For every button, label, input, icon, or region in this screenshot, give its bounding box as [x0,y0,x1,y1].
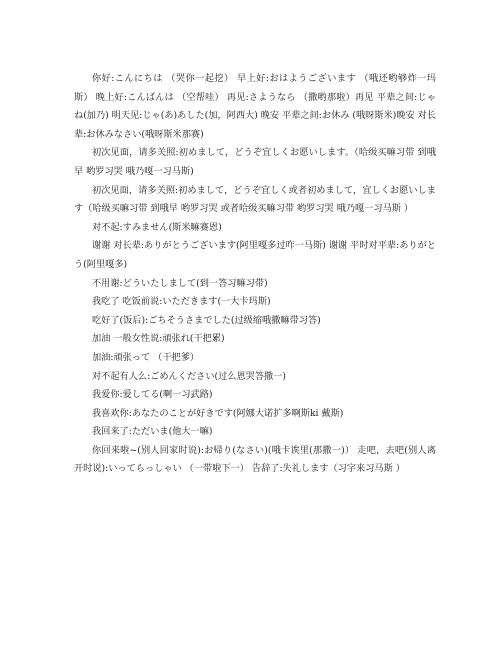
paragraph-welcome-back: 你回来啦~(别人回家时说):お帰り(なさい)(哦卡诶里(那撒一)） 走吧，去吧(别人离开时说):いってらっしゃい （一带啦下一） 告辞了:失礼します（习字来习马斯 ） [74,444,436,475]
paragraph-cheer-female: 加油 一般女性说:頑张れ(干把累) [92,333,225,345]
paragraph-im-home: 我回来了:ただいま(他大一嘛) [92,426,213,438]
paragraph-thanks: 谢谢 对长辈:ありがとうございます(阿里嘎多过咋一马斯) 谢谢 平时对平辈:ありがとう(阿里嘎多) [74,240,436,270]
paragraph-sorry: 对不起:すみません(斯米嘛赛恩) [92,221,222,233]
paragraph-greetings: 你好:こんにちは （哭你一起挖） 早上好:おはようございます （哦还哟够炸一玛斯） 晚上好:こんばんは （空帮哇） 再见:さようなら （撒哟那啦）再见 平辈之间:じゃね(加乃) 明天见:じゃ(あ)あした(加，阿西大) 晚安 平辈之间:お休み (哦呀斯米)晚安 对长辈:お休みなさい(哦呀斯米那赛) [74,73,436,140]
paragraph-you-are-welcome: 不用谢:どういたしまして(到一答习嘛习带) [92,277,268,289]
paragraph-i-love-you: 我爱你:爱してる(啊一习武路) [92,389,213,401]
paragraph-before-meal: 我吃了 吃饭前说:いただきます(一大卡玛斯) [92,296,271,308]
paragraph-cheer: 加油:頑张って （干把爹） [92,351,200,363]
paragraph-i-like-you: 我喜欢你:あなたのことが好きです(阿娜大诺扩多啊斯ki 戴斯) [92,407,344,419]
paragraph-first-meeting: 初次见面，请多关照:初めまして，どうぞ宜しくお愿いします。（哈级买嘛习带 到哦早 哟罗习哭 哦乃嘎一习马斯) [74,147,436,177]
paragraph-first-meeting-alt: 初次见面，请多关照:初めまして，どうぞ宜しく或者初めまして，宜しくお愿いします（哈级买嘛习带 到哦早 哟罗习哭 或者哈级买嘛习带 哟罗习哭 哦乃嘎一习马斯 ） [74,184,436,215]
document-body [74,70,436,479]
paragraph-after-meal: 吃好了(饭后):ごちそうさまでした(过级缩哦撒嘛带习答) [92,314,321,326]
paragraph-excuse-me: 对不起有人么:ごめんください(过么恩哭答撒一) [92,370,287,382]
